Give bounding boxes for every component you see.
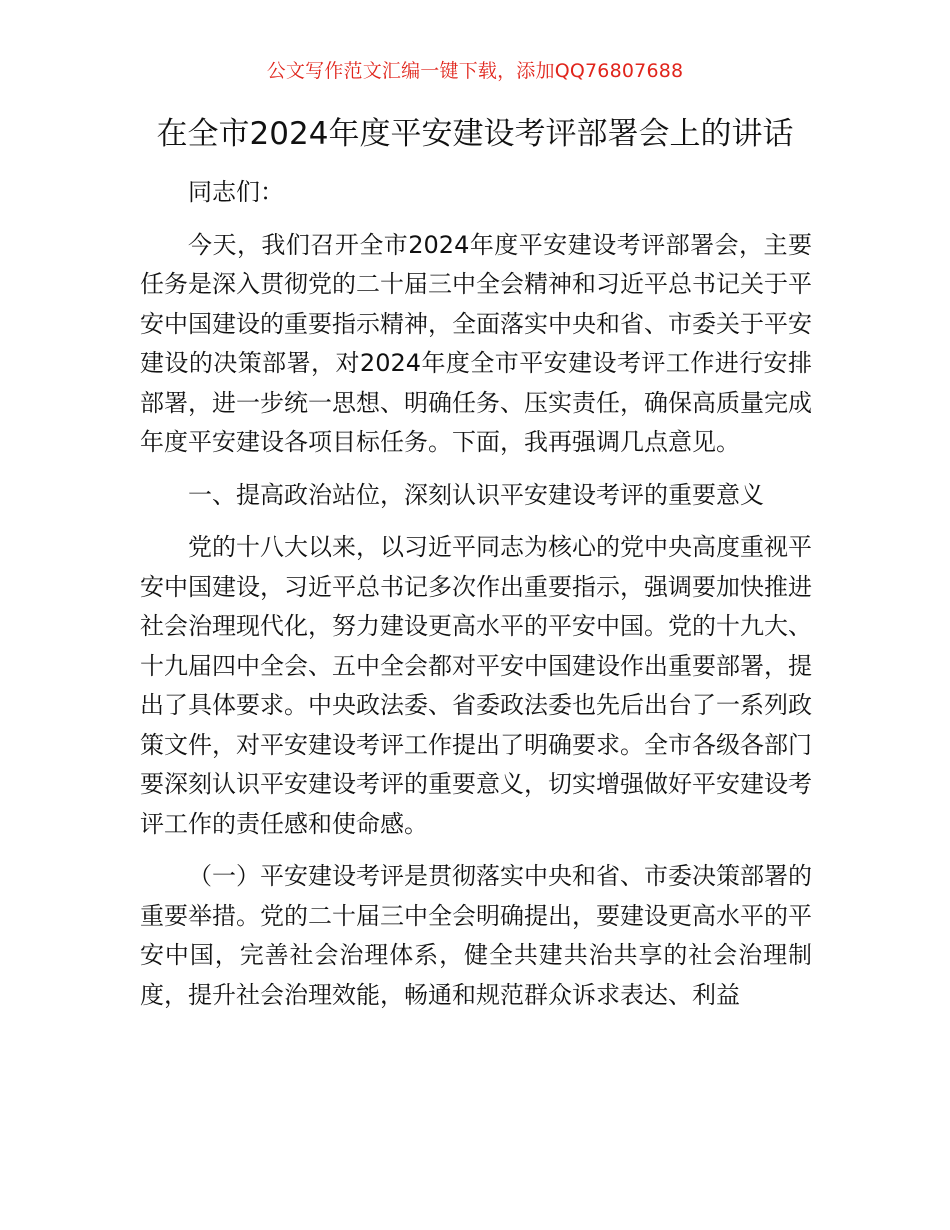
intro-paragraph: 今天，我们召开全市2024年度平安建设考评部署会，主要任务是深入贯彻党的二十届三中全会精神和习近平总书记关于平安中国建设的重要指示精神，全面落实中央和省、市委关于平安建设的决策部署，对2024年度全市平安建设考评工作进行安排部署，进一步统一思想、明确任务、压实责任，确保高质量完成年度平安建设各项目标任务。下面，我再强调几点意见。 bbox=[140, 230, 812, 456]
salutation: 同志们： bbox=[188, 178, 284, 206]
download-notice: 公文写作范文汇编一键下载，添加QQ76807688 bbox=[266, 60, 684, 82]
section-paragraph: 党的十八大以来，以习近平同志为核心的党中央高度重视平安中国建设，习近平总书记多次作出重要指示，强调要加快推进社会治理现代化，努力建设更高水平的平安中国。党的十九大、十九届四中全会、五中全会都对平安中国建设作出重要部署，提出了具体要求。中央政法委、省委政法委也先后出台了一系列政策文件，对平安建设考评工作提出了明确要求。全市各级各部门要深刻认识平安建设考评的重要意义，切实增强做好平安建设考评工作的责任感和使命感。 bbox=[140, 533, 812, 838]
section-heading: 一、提高政治站位，深刻认识平安建设考评的重要意义 bbox=[188, 480, 764, 509]
document-body bbox=[140, 173, 812, 1028]
subsection-paragraph: （一）平安建设考评是贯彻落实中央和省、市委决策部署的重要举措。党的二十届三中全会明确提出，要建设更高水平的平安中国，完善社会治理体系，健全共建共治共享的社会治理制度，提升社会治理效能，畅通和规范群众诉求表达、利益 bbox=[140, 862, 812, 1009]
document-title: 在全市2024年度平安建设考评部署会上的讲话 bbox=[156, 116, 794, 152]
